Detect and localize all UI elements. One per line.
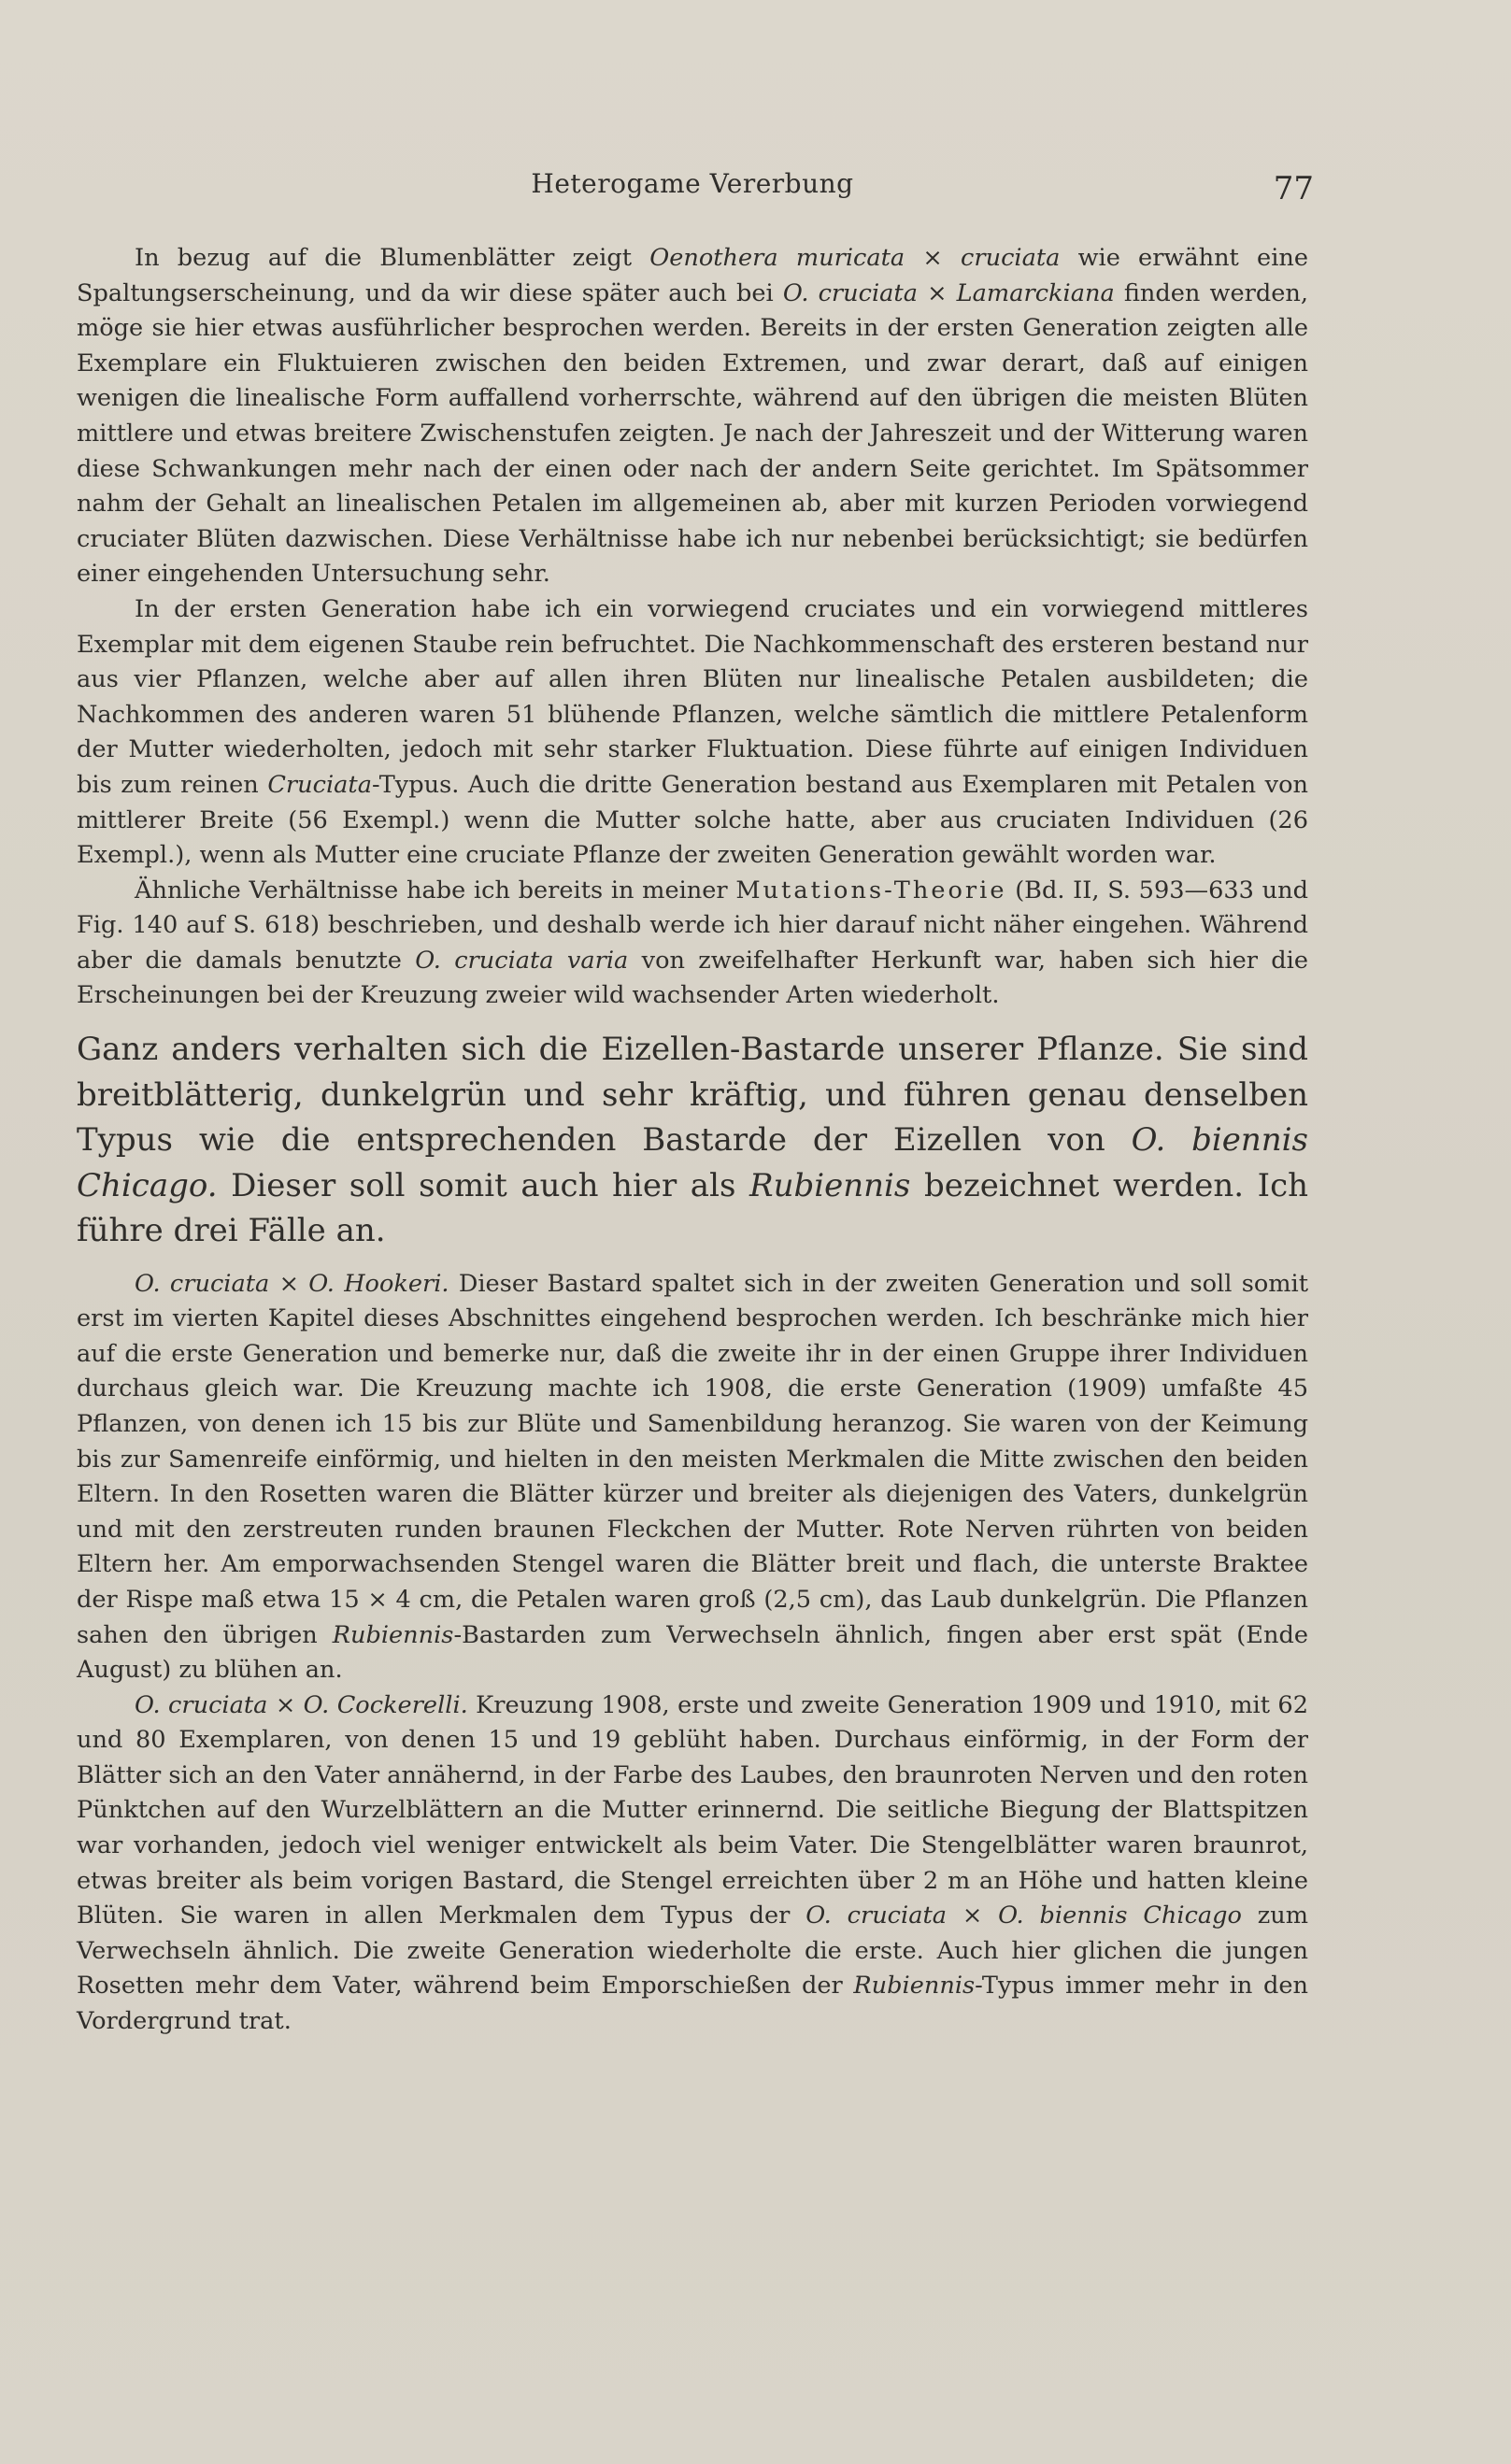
italic-run: Rubiennis bbox=[853, 1972, 976, 2001]
italic-run: Cruciata bbox=[267, 770, 372, 799]
text-run: von zweifelhafter Herkunft war, haben sich hier die Erscheinungen bei der Kreuzung zweier wild wachsender Arten wiederholt. bbox=[77, 946, 1308, 1010]
text-run: (Bd. II, S. 593—633 und Fig. 140 auf S. 618) beschrieben, und deshalb werde ich hier darauf nicht näher eingehen. Während aber die damals benutzte bbox=[77, 876, 1309, 975]
italic-run: O. cruciata varia bbox=[415, 946, 629, 975]
text-run: -Bastarden zum Verwechseln ähnlich, fingen aber erst spät (Ende August) zu blühen an. bbox=[77, 1620, 1308, 1685]
italic-run: O. biennis Chicago. bbox=[77, 1121, 1309, 1204]
paragraph-5 bbox=[77, 1267, 1308, 1688]
italic-run: O. cruciata × O. Hookeri. bbox=[135, 1269, 449, 1298]
paragraph-1 bbox=[77, 241, 1308, 592]
page-body bbox=[77, 241, 1308, 2040]
text-run: Dieser soll somit auch hier als bbox=[217, 1166, 749, 1204]
page-header bbox=[77, 168, 1314, 215]
running-title: Heterogame Vererbung bbox=[531, 168, 854, 199]
paragraph-3 bbox=[77, 874, 1308, 1014]
text-run: -Typus immer mehr in den Vordergrund trat. bbox=[77, 1972, 1308, 2036]
paragraph-4-large-type bbox=[77, 1027, 1308, 1254]
paragraph-2 bbox=[77, 592, 1308, 874]
text-run: wie erwähnt eine Spaltungserscheinung, und da wir diese später auch bei bbox=[77, 244, 1309, 307]
paragraph-6 bbox=[77, 1688, 1308, 2040]
text-run: -Typus. Auch die dritte Generation bestand aus Exemplaren mit Petalen von mittlerer Breite (56 Exempl.) wenn die Mutter solche hatte, aber aus cruciaten Individuen (26 Exempl.), wenn als Mutter eine cruciate Pflanze der zweiten Generation gewählt worden war. bbox=[77, 770, 1308, 870]
text-run: In der ersten Generation habe ich ein vorwiegend cruciates und ein vorwiegend mittleres Exemplar mit dem eigenen Staube rein befruchtet. Die Nachkommenschaft des ersteren bestand nur aus vier Pflanzen, welche aber auf allen ihren Blüten nur linealische Petalen ausbildeten; die Nachkommen des anderen waren 51 blühende Pflanzen, welche sämtlich die mittlere Petalenform der Mutter wiederholten, jedoch mit sehr starker Fluktuation. Diese führte auf einigen Individuen bis zum reinen bbox=[77, 594, 1308, 799]
page-number: 77 bbox=[1273, 170, 1314, 207]
text-run: In bezug auf die Blumenblätter zeigt bbox=[135, 244, 650, 272]
italic-run: O. cruciata × O. Cockerelli. bbox=[135, 1690, 468, 1719]
text-run: Kreuzung 1908, erste und zweite Generation 1909 und 1910, mit 62 und 80 Exemplaren, von denen 15 und 19 geblüht haben. Durchaus einförmig, in der Form der Blätter sich an den Vater annähernd, in der Farbe des Laubes, den braunroten Nerven und den roten Pünktchen auf den Wurzelblättern an die Mutter erinnernd. Die seitliche Biegung der Blattspitzen war vorhanden, jedoch viel weniger entwickelt als beim Vater. Die Stengelblätter waren braunrot, etwas breiter als beim vorigen Bastard, die Stengel erreichten über 2 m an Höhe und hatten kleine Blüten. Sie waren in allen Merkmalen dem Typus der bbox=[77, 1690, 1308, 1930]
italic-run: Oenothera muricata × cruciata bbox=[649, 244, 1061, 272]
spaced-run: Mutations-Theorie bbox=[735, 876, 1007, 904]
text-run: bezeichnet werden. Ich führe drei Fälle an. bbox=[77, 1166, 1309, 1250]
italic-run: O. cruciata × O. biennis Chicago bbox=[805, 1901, 1242, 1930]
text-run: zum Verwechseln ähnlich. Die zweite Generation wiederholte die erste. Auch hier glichen die jungen Rosetten mehr dem Vater, während beim Emporschießen der bbox=[77, 1901, 1309, 2001]
text-run: finden werden, möge sie hier etwas ausführlicher besprochen werden. Bereits in der ersten Generation zeigten alle Exemplare ein Fluktuieren zwischen den beiden Extremen, und zwar derart, daß auf einigen wenigen die linealische Form auffallend vorherrschte, während auf den übrigen die meisten Blüten mittlere und etwas breitere Zwischenstufen zeigten. Je nach der Jahreszeit und der Witterung waren diese Schwankungen mehr nach der einen oder nach der andern Seite gerichtet. Im Spätsommer nahm der Gehalt an linealischen Petalen im allgemeinen ab, aber mit kurzen Perioden vorwiegend cruciater Blüten dazwischen. Diese Verhältnisse habe ich nur nebenbei berücksichtigt; sie bedürfen einer eingehenden Untersuchung sehr. bbox=[77, 278, 1308, 589]
italic-run: O. cruciata × Lamarckiana bbox=[782, 278, 1115, 307]
italic-run: Rubiennis bbox=[749, 1166, 911, 1204]
text-run: Dieser Bastard spaltet sich in der zweiten Generation und soll somit erst im vierten Kapitel dieses Abschnittes eingehend besprochen werden. Ich beschränke mich hier auf die erste Generation und bemerke nur, daß die zweite ihr in der einen Gruppe ihrer Individuen durchaus gleich war. Die Kreuzung machte ich 1908, die erste Generation (1909) umfaßte 45 Pflanzen, von denen ich 15 bis zur Blüte und Samenbildung heranzog. Sie waren von der Keimung bis zur Samenreife einförmig, und hielten in den meisten Merkmalen die Mitte zwischen den beiden Eltern. In den Rosetten waren die Blätter kürzer und breiter als diejenigen des Vaters, dunkelgrün und mit den zerstreuten runden braunen Fleckchen der Mutter. Rote Nerven rührten von beiden Eltern her. Am emporwachsenden Stengel waren die Blätter breit und flach, die unterste Braktee der Rispe maß etwa 15 × 4 cm, die Petalen waren groß (2,5 cm), das Laub dunkelgrün. Die Pflanzen sahen den übrigen bbox=[77, 1269, 1308, 1649]
text-run: Ähnliche Verhältnisse habe ich bereits in meiner bbox=[135, 876, 736, 904]
italic-run: Rubiennis bbox=[332, 1620, 454, 1649]
text-run: Ganz anders verhalten sich die Eizellen-Bastarde unserer Pflanze. Sie sind breitblätterig, dunkelgrün und sehr kräftig, und führen genau denselben Typus wie die entsprechenden Bastarde der Eizellen von bbox=[77, 1031, 1308, 1160]
